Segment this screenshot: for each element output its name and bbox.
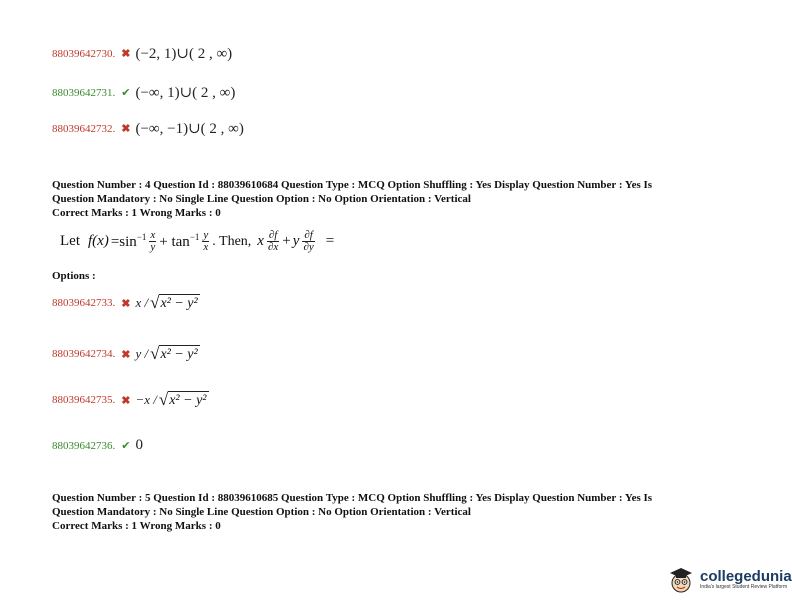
fraction: $\frac{\partial f}{\partial y}$ — [303, 229, 314, 253]
correct-mark-icon: ✔ — [121, 440, 131, 452]
graduate-mascot-icon — [668, 566, 694, 594]
meta-line: Question Number : 4 Question Id : 88039610684 Question Type : MCQ Option Shuffling : Yes Display Question Number : Yes Is — [52, 179, 653, 191]
wrong-mark-icon: ✖ — [121, 297, 131, 310]
option-id: 88039642730. — [52, 47, 116, 60]
question-word: Let — [60, 233, 80, 249]
option-row — [52, 83, 235, 102]
option-id: 88039642736. — [52, 439, 116, 452]
option-id: 88039642732. — [52, 122, 116, 135]
option-id: 88039642731. — [52, 86, 116, 99]
square-root: √ x² − y² — [150, 293, 198, 312]
option-row — [52, 44, 232, 63]
marks-line: Correct Marks : 1 Wrong Marks : 0 — [52, 207, 221, 219]
question-meta — [52, 491, 652, 533]
option-row — [52, 119, 244, 138]
option-text: (−∞, −1)∪( 2 , ∞) — [135, 121, 244, 137]
option-text: 0 — [135, 437, 143, 453]
option-text: (−∞, 1)∪( 2 , ∞) — [135, 85, 236, 101]
square-root: √ x² − y² — [150, 344, 198, 363]
math-text: . Then, — [212, 233, 252, 249]
option-id: 88039642735. — [52, 394, 116, 406]
option-row — [52, 345, 200, 363]
function-symbol: f(x) — [88, 233, 109, 249]
logo-name: collegedunia — [700, 568, 792, 585]
meta-line: Question Mandatory : No Single Line Question Option : No Option Orientation : Vertical — [52, 193, 471, 205]
options-label: Options : — [52, 270, 96, 282]
option-id: 88039642733. — [52, 297, 116, 309]
wrong-mark-icon: ✖ — [121, 123, 131, 135]
math-var: x — [257, 233, 264, 249]
question-meta — [52, 178, 652, 220]
fraction: $\frac{\partial f}{\partial x}$ — [267, 229, 279, 253]
option-row — [52, 294, 200, 312]
fraction: $\frac{x}{y}$ — [150, 229, 156, 253]
square-root: √ x² − y² — [158, 390, 207, 409]
math-text: + $\tan^{-1}$ — [159, 232, 200, 250]
option-row — [52, 391, 209, 409]
option-text: (−2, 1)∪( 2 , ∞) — [135, 46, 233, 62]
marks-line: Correct Marks : 1 Wrong Marks : 0 — [52, 520, 221, 532]
math-text: + — [282, 233, 291, 249]
logo-tagline: India's largest Student Review Platform — [700, 584, 788, 590]
wrong-mark-icon: ✖ — [121, 48, 131, 60]
collegedunia-logo — [668, 566, 792, 594]
meta-line: Question Number : 5 Question Id : 88039610685 Question Type : MCQ Option Shuffling : Yes Display Question Number : Yes Is — [52, 492, 653, 504]
wrong-mark-icon: ✖ — [121, 348, 131, 361]
correct-mark-icon: ✔ — [121, 87, 131, 99]
option-text: −x / — [135, 392, 157, 407]
math-text: $=\sin^{-1}$ — [110, 232, 147, 250]
math-text: = — [325, 233, 335, 249]
wrong-mark-icon: ✖ — [121, 394, 131, 407]
math-var: y — [292, 233, 300, 249]
option-id: 88039642734. — [52, 348, 116, 360]
fraction: $\frac{y}{x}$ — [203, 229, 209, 253]
option-text: y / — [135, 346, 149, 361]
option-text: x / — [135, 295, 149, 310]
meta-line: Question Mandatory : No Single Line Question Option : No Option Orientation : Vertical — [52, 506, 471, 518]
question-text — [60, 230, 334, 253]
option-row — [52, 437, 143, 454]
